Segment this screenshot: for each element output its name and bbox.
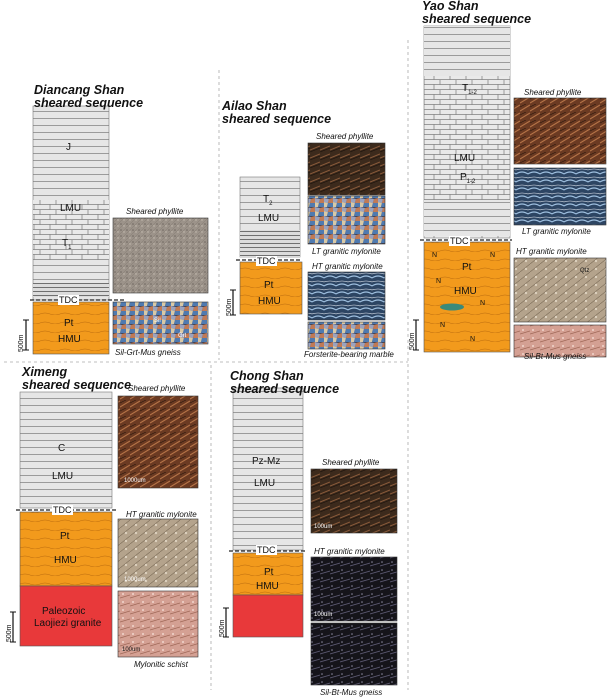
- yao-caption-lt-mylonite: LT granitic mylonite: [522, 227, 591, 236]
- ximeng-label-hmu: HMU: [54, 555, 77, 566]
- chong-label-hmu: HMU: [256, 581, 279, 592]
- chong-column: [223, 388, 305, 637]
- diancang-photo-sheared-phyllite: [113, 218, 208, 293]
- yao-label-n-6: N: [470, 336, 476, 343]
- ximeng-label-pt: Pt: [60, 531, 70, 542]
- yao-label-t-sub: 1-2: [468, 90, 477, 96]
- ailao-caption-ht-mylonite: HT granitic mylonite: [312, 262, 383, 271]
- diancang-label-j: J: [66, 142, 71, 153]
- yao-label-n-2: N: [490, 252, 496, 259]
- ximeng-caption-ht-mylonite: HT granitic mylonite: [126, 510, 197, 519]
- ailao-title-line2: sheared sequence: [222, 112, 332, 126]
- yao-label-p-sub: 1-2: [466, 179, 476, 185]
- ximeng-caption-schist: Mylonitic schist: [134, 660, 188, 669]
- ailao-label-t: [263, 194, 272, 207]
- ailao-caption-lt-mylonite: LT granitic mylonite: [312, 247, 381, 256]
- yao-photo-label-qtz: Qtz: [580, 268, 590, 274]
- chong-label-pzmz: Pz-Mz: [252, 456, 281, 467]
- yao-label-t-main: T: [462, 83, 469, 94]
- yao-label-p-main: P: [460, 172, 467, 183]
- yao-label-lmu: LMU: [454, 153, 476, 164]
- yao-title: [422, 0, 531, 26]
- yao-label-p: [460, 172, 475, 185]
- ailao-label-lmu: LMU: [258, 213, 280, 224]
- yao-caption-gneiss: Sil-Bt-Mus gneiss: [524, 352, 587, 361]
- ailao-title-line1: Ailao Shan: [222, 99, 287, 113]
- ximeng-label-tdc: TDC: [53, 505, 72, 515]
- diancang-title: [34, 84, 143, 110]
- chong-photo-gneiss: [311, 623, 397, 685]
- diancang-label-pt: Pt: [64, 318, 74, 329]
- ximeng-scale-phyllite: 1000um: [124, 478, 146, 484]
- diancang-title-line2: sheared sequence: [34, 96, 144, 110]
- ximeng-scale-mylonite: 1000um: [124, 577, 146, 583]
- chong-label-pt: Pt: [264, 567, 274, 578]
- yao-label-hmu: HMU: [454, 286, 477, 297]
- diancang-photo-label-sil: Sil: [154, 318, 161, 324]
- ximeng-label-c: C: [58, 443, 66, 454]
- ximeng-label-granite-1: Paleozoic: [42, 606, 86, 617]
- chong-caption-gneiss: Sil-Bt-Mus gneiss: [320, 688, 383, 697]
- ailao-scale: 500m: [226, 298, 233, 316]
- yao-caption-ht-mylonite: HT granitic mylonite: [516, 247, 587, 256]
- diancang-photo-label-grt: Grt: [178, 333, 187, 339]
- yao-label-n-1: N: [432, 252, 438, 259]
- ximeng-caption-phyllite: Sheared phyllite: [128, 384, 186, 393]
- ximeng-scale-schist: 100um: [122, 647, 141, 653]
- diancang-scale: 500m: [18, 334, 25, 352]
- ailao-photo-sheared-phyllite: [308, 143, 385, 195]
- yao-label-tdc: TDC: [450, 236, 469, 246]
- diancang-label-t-sub: 1: [68, 245, 72, 251]
- chong-scale-mylonite: 100um: [314, 612, 333, 618]
- ximeng-scale: 500m: [6, 624, 13, 642]
- ximeng-title-line2: sheared sequence: [22, 378, 132, 392]
- ailao-photo-marble: [308, 322, 385, 349]
- ailao-label-tdc: TDC: [257, 256, 276, 266]
- chong-title-line1: Chong Shan: [230, 369, 304, 383]
- ximeng-title: [22, 366, 131, 392]
- yao-label-n-5: N: [440, 322, 446, 329]
- ailao-label-pt: Pt: [264, 280, 274, 291]
- diancang-label-t-main: T: [62, 238, 69, 249]
- diancang-label-hmu: HMU: [58, 334, 81, 345]
- ailao-label-hmu: HMU: [258, 296, 281, 307]
- diancang-caption-phyllite: Sheared phyllite: [126, 207, 184, 216]
- ailao-label-t-sub: 2: [269, 201, 273, 207]
- ximeng-label-lmu: LMU: [52, 471, 74, 482]
- ailao-caption-marble: Forsterite-bearing marble: [304, 350, 394, 359]
- yao-label-pt: Pt: [462, 262, 472, 273]
- yao-column: [413, 26, 512, 352]
- chong-label-lmu: LMU: [254, 478, 276, 489]
- yao-photo-lt-mylonite: [514, 168, 606, 225]
- chong-scale-phyllite: 100um: [314, 524, 333, 530]
- diancang-label-t: [62, 238, 71, 251]
- ximeng-label-granite-2: Laojiezi granite: [34, 618, 102, 629]
- chong-caption-ht-mylonite: HT granitic mylonite: [314, 547, 385, 556]
- ailao-title: [222, 100, 331, 126]
- yao-title-line1: Yao Shan: [422, 0, 479, 13]
- ximeng-photo-sheared-phyllite: [118, 396, 198, 488]
- ailao-caption-phyllite: Sheared phyllite: [316, 132, 374, 141]
- chong-label-tdc: TDC: [257, 545, 276, 555]
- diancang-caption-gneiss: Sil-Grt-Mus gneiss: [115, 348, 181, 357]
- yao-caption-phyllite: Sheared phyllite: [524, 88, 582, 97]
- ailao-label-t-main: T: [263, 194, 270, 205]
- ximeng-title-line1: Ximeng: [22, 365, 68, 379]
- yao-photo-ht-mylonite: [514, 258, 606, 322]
- chong-title-line2: sheared sequence: [230, 382, 340, 396]
- yao-label-t: [462, 83, 477, 96]
- yao-title-line2: sheared sequence: [422, 12, 532, 26]
- chong-caption-phyllite: Sheared phyllite: [322, 458, 380, 467]
- diancang-column: [23, 106, 126, 354]
- yao-label-n-3: N: [436, 278, 442, 285]
- chong-title: [230, 370, 339, 396]
- diancang-label-tdc: TDC: [59, 295, 78, 305]
- diancang-title-line1: Diancang Shan: [34, 83, 125, 97]
- ailao-photo-ht-mylonite: [308, 272, 385, 320]
- diancang-label-lmu: LMU: [60, 203, 82, 214]
- yao-photo-sheared-phyllite: [514, 98, 606, 164]
- ailao-photo-lt-mylonite: [308, 196, 385, 244]
- yao-label-n-4: N: [480, 300, 486, 307]
- chong-scale: 500m: [219, 619, 226, 637]
- yao-scale: 500m: [409, 332, 416, 350]
